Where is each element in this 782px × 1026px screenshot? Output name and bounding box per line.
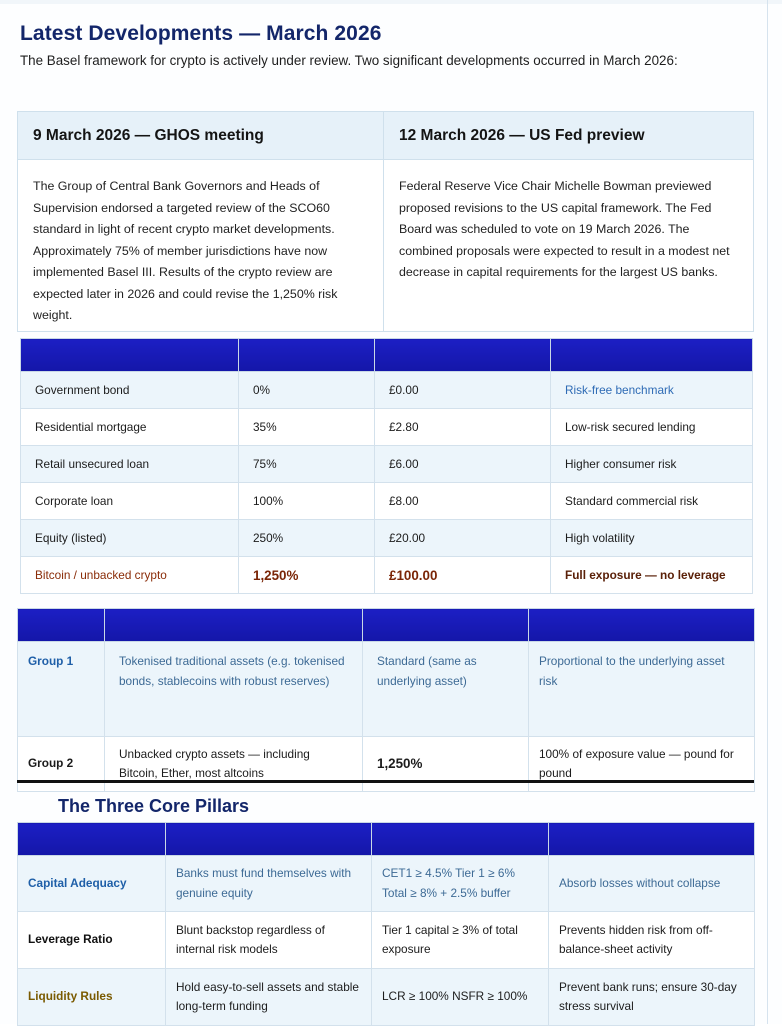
pillar-requirement-cell: Tier 1 capital ≥ 3% of total exposure [372, 912, 549, 969]
risk-weight-table [20, 338, 753, 594]
group-name-cell: Group 2 [18, 737, 105, 792]
development-heading-fed: 12 March 2026 — US Fed preview [384, 112, 753, 160]
header-cell [18, 609, 105, 642]
note-cell: Standard commercial risk [551, 483, 753, 520]
pillar-name-cell: Leverage Ratio [18, 912, 166, 969]
group-description-cell: Unbacked crypto assets — including Bitcoin, Ether, most altcoins [105, 737, 363, 792]
pillar-requirement-cell: LCR ≥ 100% NSFR ≥ 100% [372, 969, 549, 1026]
asset-class-cell: Corporate loan [21, 483, 239, 520]
right-page-rule [767, 0, 768, 1024]
group-risk-weight-cell: 1,250% [363, 737, 529, 792]
group-risk-weight-cell: Standard (same as underlying asset) [363, 642, 529, 737]
pillar-description-cell: Blunt backstop regardless of internal risk models [166, 912, 372, 969]
note-cell: High volatility [551, 520, 753, 557]
risk-table-header [21, 339, 753, 372]
pillars-table [17, 822, 755, 1026]
table-row [21, 483, 753, 520]
capital-cell: £8.00 [375, 483, 551, 520]
risk-weight-cell: 100% [239, 483, 375, 520]
group-table-header [18, 609, 755, 642]
note-cell: Full exposure — no leverage [551, 557, 753, 594]
asset-class-cell: Government bond [21, 372, 239, 409]
section-divider [17, 780, 754, 783]
table-row [18, 737, 755, 792]
header-cell [18, 823, 166, 856]
table-row-highlight [21, 557, 753, 594]
developments-title: Latest Developments — March 2026 [20, 22, 382, 45]
pillar-requirement-cell: CET1 ≥ 4.5% Tier 1 ≥ 6% Total ≥ 8% + 2.5% buffer [372, 856, 549, 912]
pillars-table-header [18, 823, 755, 856]
header-cell [105, 609, 363, 642]
table-row [18, 969, 755, 1026]
risk-weight-cell: 35% [239, 409, 375, 446]
header-cell [551, 339, 753, 372]
group-description-cell: Tokenised traditional assets (e.g. tokenised bonds, stablecoins with robust reserves) [105, 642, 363, 737]
development-heading-ghos: 9 March 2026 — GHOS meeting [18, 112, 383, 160]
asset-class-cell: Equity (listed) [21, 520, 239, 557]
developments-intro: The Basel framework for crypto is actively under review. Two significant developments occurred in March 2026: [20, 53, 678, 68]
asset-class-cell: Retail unsecured loan [21, 446, 239, 483]
table-row [18, 642, 755, 737]
risk-weight-cell: 1,250% [239, 557, 375, 594]
note-cell: Risk-free benchmark [551, 372, 753, 409]
group-capital-cell: Proportional to the underlying asset risk [529, 642, 755, 737]
pillars-title: The Three Core Pillars [58, 796, 250, 816]
pillar-name-cell: Liquidity Rules [18, 969, 166, 1026]
column-divider [383, 112, 384, 331]
risk-weight-cell: 250% [239, 520, 375, 557]
pillar-purpose-cell: Prevent bank runs; ensure 30-day stress survival [549, 969, 755, 1026]
header-cell [363, 609, 529, 642]
header-cell [549, 823, 755, 856]
capital-cell: £0.00 [375, 372, 551, 409]
group-name-cell: Group 1 [18, 642, 105, 737]
crypto-group-table [17, 608, 755, 792]
header-cell [239, 339, 375, 372]
header-cell [529, 609, 755, 642]
note-cell: Low-risk secured lending [551, 409, 753, 446]
development-body-ghos: The Group of Central Bank Governors and Heads of Supervision endorsed a targeted review of the SCO60 standard in light of recent crypto market developments. Approximately 75% of member jurisdictions have now implemented Basel III. Results of the crypto review are expected later in 2026 and could revise the 1,250% risk weight. [33, 179, 338, 322]
capital-cell: £6.00 [375, 446, 551, 483]
pillar-description-cell: Banks must fund themselves with genuine equity [166, 856, 372, 912]
table-row [21, 520, 753, 557]
note-cell: Higher consumer risk [551, 446, 753, 483]
table-row [18, 856, 755, 912]
pillar-purpose-cell: Absorb losses without collapse [549, 856, 755, 912]
capital-cell: £100.00 [375, 557, 551, 594]
risk-weight-cell: 0% [239, 372, 375, 409]
table-row [21, 372, 753, 409]
top-edge [0, 0, 782, 4]
header-cell [166, 823, 372, 856]
developments-box [17, 111, 754, 332]
header-cell [21, 339, 239, 372]
table-row [21, 409, 753, 446]
table-row [18, 912, 755, 969]
pillar-name-cell: Capital Adequacy [18, 856, 166, 912]
pillar-description-cell: Hold easy-to-sell assets and stable long-term funding [166, 969, 372, 1026]
development-body-fed: Federal Reserve Vice Chair Michelle Bowman previewed proposed revisions to the US capital framework. The Fed Board was scheduled to vote on 19 March 2026. The combined proposals were expected to result in a modest net decrease in capital requirements for the largest US banks. [399, 179, 730, 279]
asset-class-cell: Residential mortgage [21, 409, 239, 446]
capital-cell: £20.00 [375, 520, 551, 557]
capital-cell: £2.80 [375, 409, 551, 446]
header-cell [372, 823, 549, 856]
group-capital-cell: 100% of exposure value — pound for pound [529, 737, 755, 792]
header-cell [375, 339, 551, 372]
risk-weight-cell: 75% [239, 446, 375, 483]
asset-class-cell: Bitcoin / unbacked crypto [21, 557, 239, 594]
pillar-purpose-cell: Prevents hidden risk from off-balance-sheet activity [549, 912, 755, 969]
table-row [21, 446, 753, 483]
